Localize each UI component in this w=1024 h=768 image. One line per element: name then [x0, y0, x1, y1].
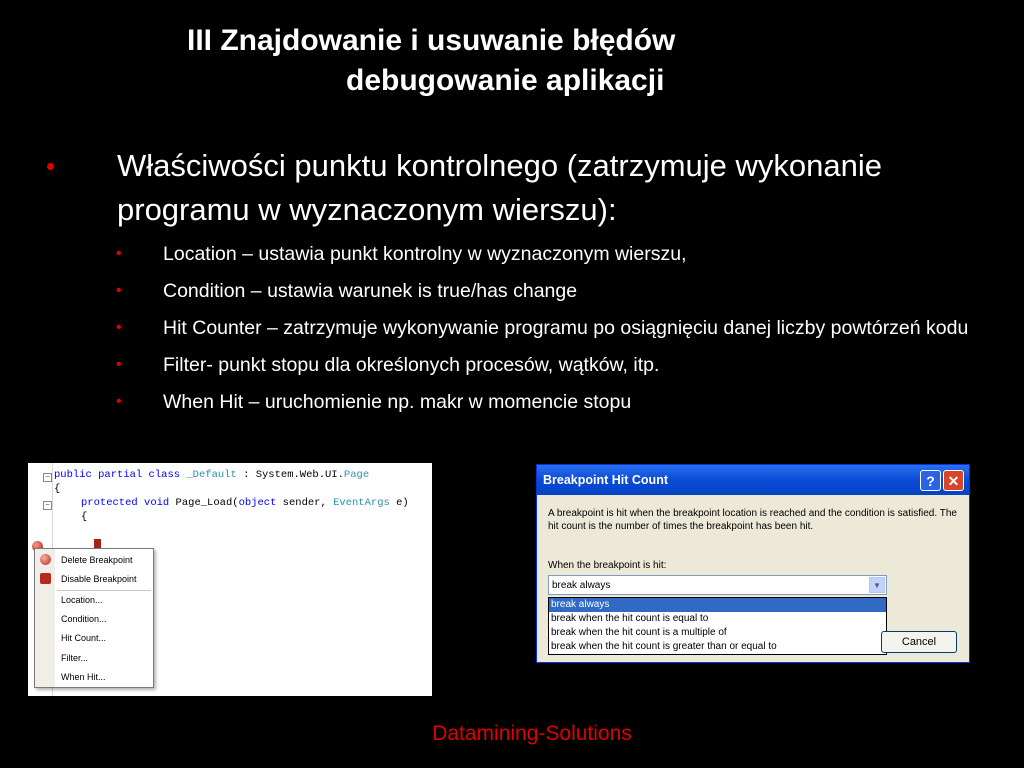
sub-bullet-text: When Hit – uruchomienie np. makr w momencie stopu — [163, 391, 632, 413]
code-text: : System.Web.UI. — [236, 469, 344, 481]
hit-condition-select[interactable] — [548, 575, 887, 595]
chevron-down-icon[interactable]: ▼ — [869, 577, 885, 593]
menu-icon-strip — [35, 549, 55, 687]
close-icon[interactable]: ✕ — [943, 470, 964, 491]
slide-title-line2: debugowanie aplikacji — [346, 64, 665, 97]
hit-condition-value: break always — [552, 580, 611, 591]
code-line — [81, 497, 409, 509]
menu-item-location[interactable]: Location... — [61, 595, 103, 605]
code-text: e) — [389, 497, 409, 509]
dropdown-option[interactable]: break when the hit count is greater than or equal to — [551, 641, 777, 652]
code-keyword: partial — [98, 469, 143, 481]
bullet-icon: • — [46, 151, 56, 181]
code-type: Page — [343, 469, 370, 481]
dropdown-option[interactable]: break when the hit count is equal to — [551, 613, 709, 624]
main-bullet-text: Właściwości punktu kontrolnego (zatrzymuje wykonanie programu w wyznaczonym wierszu): — [117, 148, 882, 227]
menu-item-when-hit[interactable]: When Hit... — [61, 672, 106, 682]
fold-icon[interactable]: − — [43, 501, 52, 510]
code-type: EventArgs — [333, 497, 390, 509]
menu-item-filter[interactable]: Filter... — [61, 653, 89, 663]
code-line: { — [54, 483, 61, 495]
dialog-titlebar[interactable] — [537, 465, 969, 495]
menu-item-delete-breakpoint[interactable]: Delete Breakpoint — [61, 555, 133, 565]
code-class-name: _Default — [186, 469, 237, 481]
code-text: Page_Load( — [169, 497, 239, 509]
menu-separator — [57, 590, 151, 591]
when-hit-label: When the breakpoint is hit: — [548, 560, 667, 571]
sub-bullet-text: Location – ustawia punkt kontrolny w wyznaczonym wierszu, — [163, 243, 687, 265]
bullet-icon: • — [116, 319, 122, 336]
code-line: { — [81, 511, 88, 523]
code-text: sender, — [276, 497, 334, 509]
bullet-icon: • — [116, 356, 122, 373]
slide-title-line1: III Znajdowanie i usuwanie błędów — [187, 24, 676, 57]
code-keyword: class — [148, 469, 181, 481]
sub-bullet-text: Filter- punkt stopu dla określonych procesów, wątków, itp. — [163, 354, 660, 376]
dropdown-option[interactable]: break when the hit count is a multiple of — [551, 627, 727, 638]
hit-condition-dropdown-list — [548, 597, 887, 655]
code-keyword: void — [144, 497, 170, 509]
delete-breakpoint-icon — [40, 554, 51, 565]
menu-item-disable-breakpoint[interactable]: Disable Breakpoint — [61, 574, 137, 584]
sub-bullet — [113, 242, 993, 266]
code-keyword: public — [54, 469, 92, 481]
code-keyword: protected — [81, 497, 138, 509]
code-keyword: object — [238, 497, 277, 509]
breakpoint-context-menu — [34, 548, 154, 688]
cancel-button[interactable]: Cancel — [881, 631, 957, 653]
sub-bullet-list — [113, 242, 993, 427]
bullet-icon: • — [116, 393, 122, 410]
menu-item-hit-count[interactable]: Hit Count... — [61, 633, 107, 643]
help-icon[interactable]: ? — [920, 470, 941, 491]
breakpoint-hit-count-dialog — [536, 464, 970, 663]
sub-bullet-text: Hit Counter – zatrzymuje wykonywanie programu po osiągnięciu danej liczby powtórzeń kodu — [163, 317, 969, 339]
code-line — [54, 469, 369, 481]
sub-bullet — [113, 390, 993, 414]
sub-bullet — [113, 279, 993, 303]
menu-item-condition[interactable]: Condition... — [61, 614, 107, 624]
footer-brand: Datamining-Solutions — [432, 722, 632, 745]
dialog-title: Breakpoint Hit Count — [543, 473, 668, 487]
sub-bullet-text: Condition – ustawia warunek is true/has change — [163, 280, 578, 302]
sub-bullet — [113, 316, 993, 340]
dropdown-option[interactable]: break always — [549, 598, 886, 612]
bullet-icon: • — [116, 282, 122, 299]
bullet-icon: • — [116, 245, 122, 262]
sub-bullet — [113, 353, 993, 377]
disable-breakpoint-icon — [40, 573, 51, 584]
fold-icon[interactable]: − — [43, 473, 52, 482]
dialog-description: A breakpoint is hit when the breakpoint location is reached and the condition is satisfied. The hit count is the number of times the breakpoint has been hit. — [548, 508, 957, 532]
